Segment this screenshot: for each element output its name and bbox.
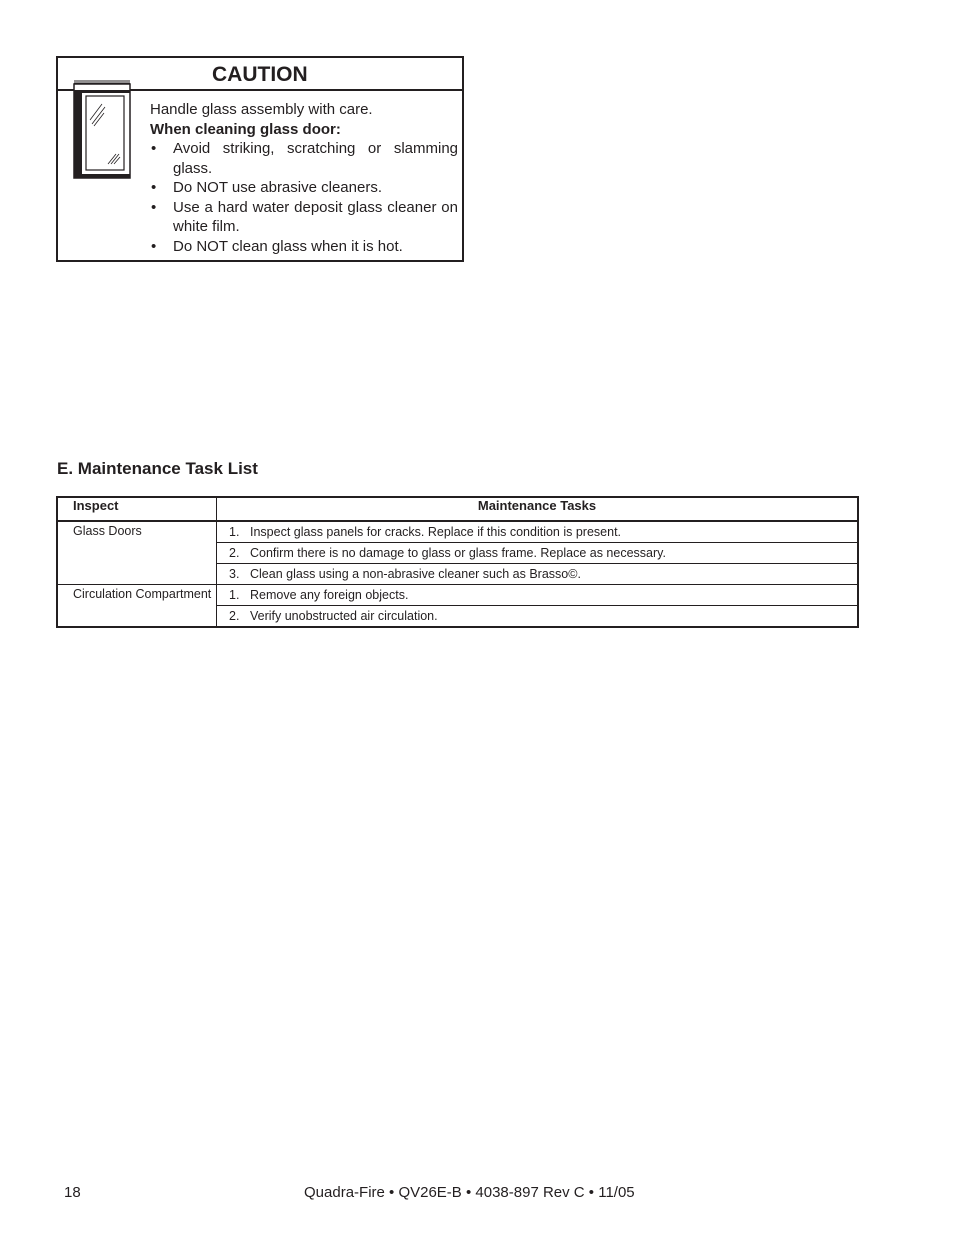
- task-cell: [217, 521, 859, 543]
- table-header-row: [57, 497, 858, 521]
- caution-title: CAUTION: [58, 58, 462, 91]
- footer-doc-info: Quadra-Fire • QV26E-B • 4038-897 Rev C • 11/05: [304, 1184, 635, 1201]
- category-cell: Glass Doors: [57, 521, 217, 585]
- task-text: Inspect glass panels for cracks. Replace if this condition is present.: [250, 525, 622, 539]
- header-inspect: Inspect: [57, 497, 217, 521]
- category-cell: Circulation Compartment: [57, 585, 217, 628]
- caution-bullet: • Do NOT use abrasive cleaners.: [150, 178, 458, 198]
- page-number: 18: [64, 1184, 81, 1201]
- task-text: Remove any foreign objects.: [250, 588, 409, 602]
- header-maintenance-tasks: Maintenance Tasks: [217, 497, 859, 521]
- task-number: 3.: [229, 567, 240, 581]
- task-text: Verify unobstructed air circulation.: [250, 609, 438, 623]
- table-row: [57, 585, 858, 606]
- caution-box: [56, 56, 464, 262]
- task-number: 1.: [229, 525, 240, 539]
- caution-bullet-list: [150, 139, 458, 256]
- caution-bullet: • Use a hard water deposit glass cleaner on white film.: [150, 198, 458, 237]
- caution-subheading: When cleaning glass door:: [150, 120, 341, 138]
- task-cell: [217, 606, 859, 628]
- caution-bullet: • Do NOT clean glass when it is hot.: [150, 237, 458, 257]
- section-heading: E. Maintenance Task List: [57, 459, 258, 478]
- glass-door-icon: [72, 80, 132, 180]
- maintenance-task-table: [56, 496, 859, 628]
- table-row: [57, 521, 858, 543]
- caution-intro: Handle glass assembly with care.: [150, 101, 373, 118]
- task-text: Clean glass using a non-abrasive cleaner such as Brasso©.: [250, 567, 581, 581]
- task-number: 1.: [229, 588, 240, 602]
- task-number: 2.: [229, 609, 240, 623]
- task-text: Confirm there is no damage to glass or glass frame. Replace as necessary.: [250, 546, 666, 560]
- task-cell: [217, 585, 859, 606]
- task-cell: [217, 564, 859, 585]
- task-cell: [217, 543, 859, 564]
- task-number: 2.: [229, 546, 240, 560]
- caution-bullet: • Avoid striking, scratching or slamming glass.: [150, 139, 458, 178]
- caution-body: [150, 100, 458, 256]
